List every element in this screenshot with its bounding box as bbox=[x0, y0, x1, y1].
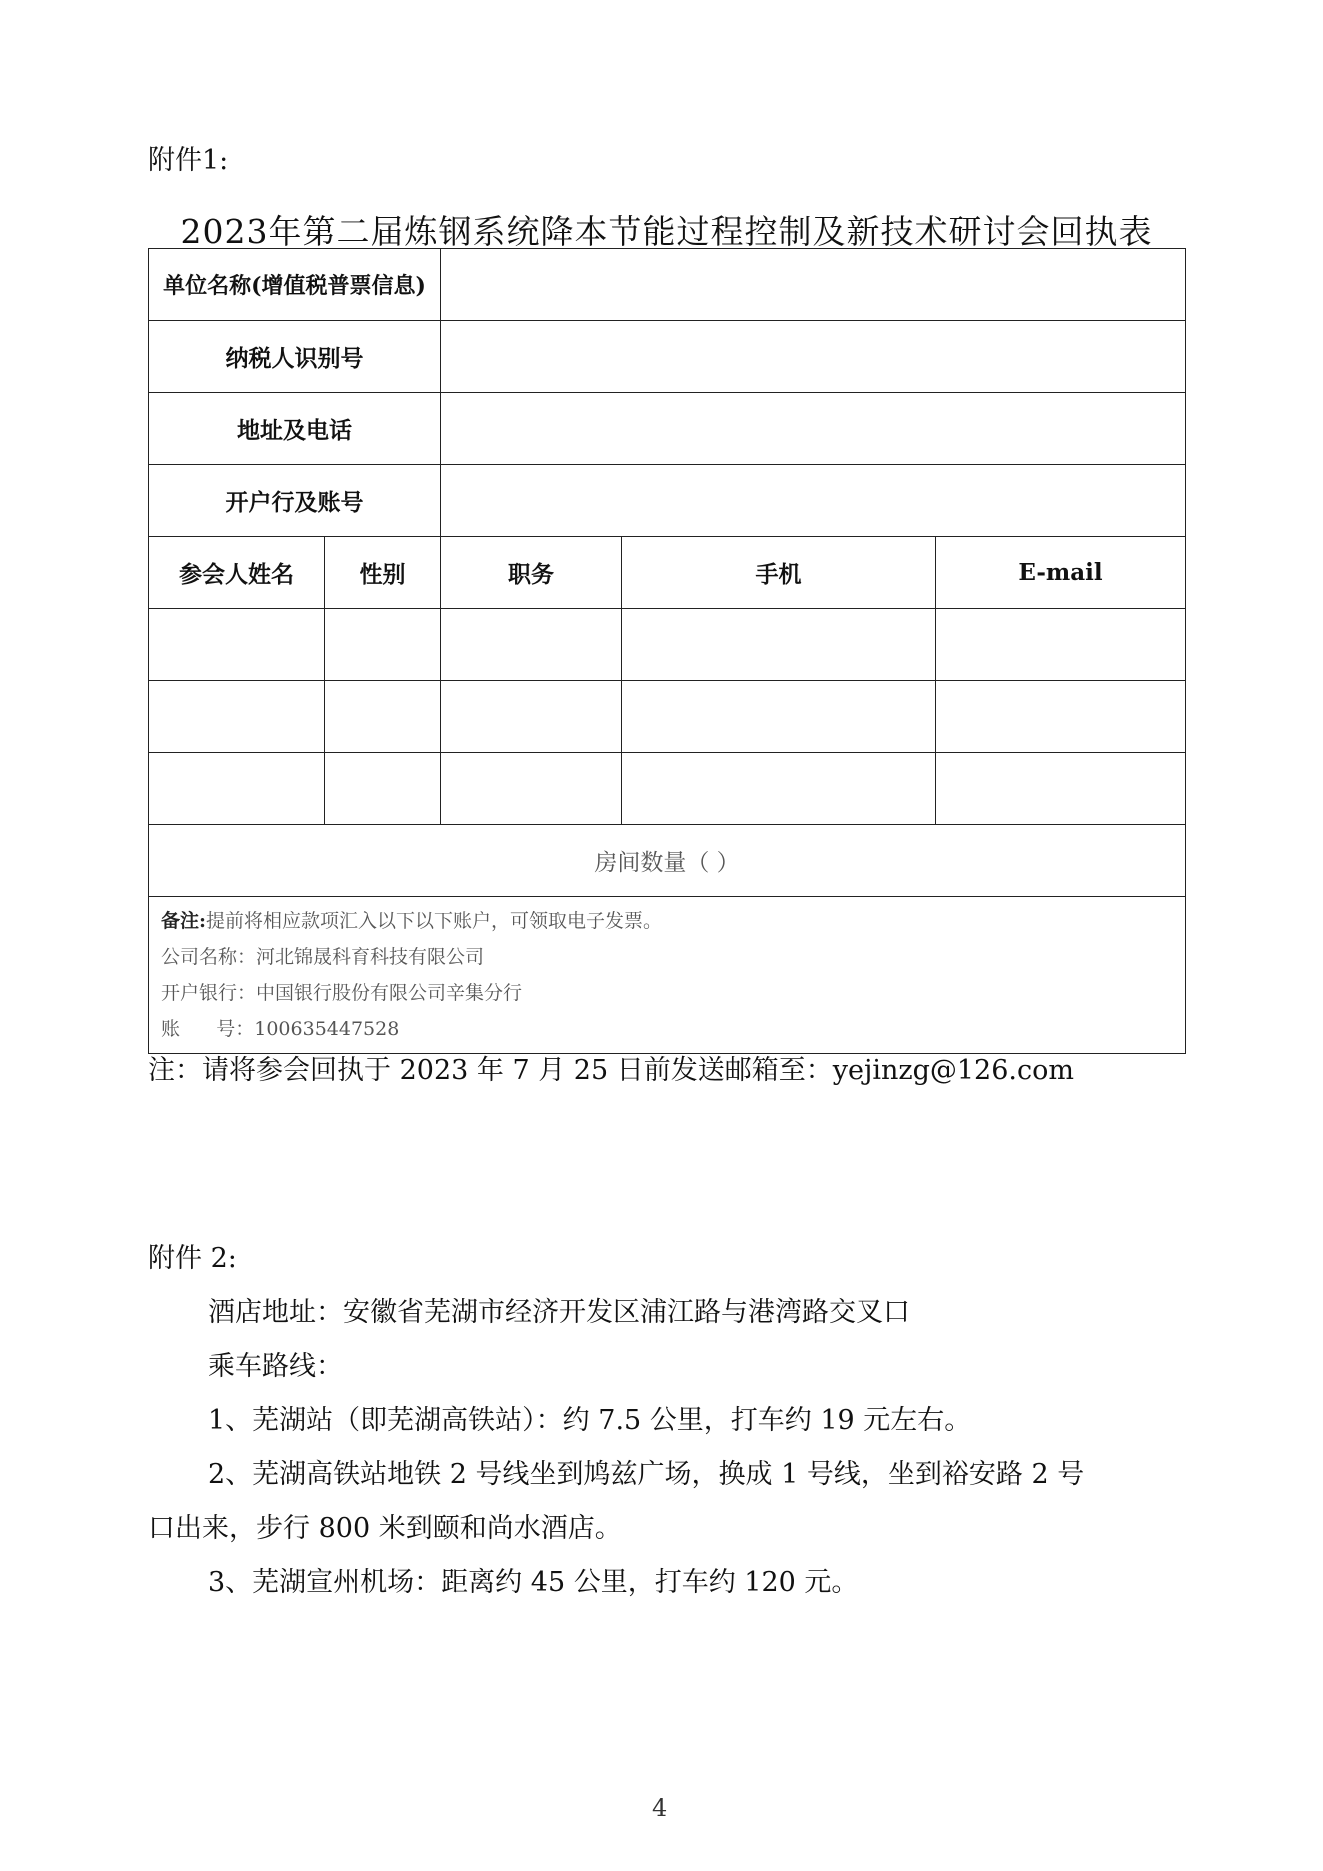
cell-name[interactable] bbox=[149, 753, 325, 825]
room-count-row bbox=[149, 825, 1186, 897]
page-number: 4 bbox=[652, 1794, 668, 1822]
participant-row bbox=[149, 753, 1186, 825]
route-2-line2: 口出来，步行 800 米到颐和尚水酒店。 bbox=[148, 1513, 622, 1544]
form-row-company bbox=[149, 249, 1186, 321]
cell-email[interactable] bbox=[936, 753, 1186, 825]
cell-mobile[interactable] bbox=[622, 681, 936, 753]
header-participant-name: 参会人姓名 bbox=[149, 537, 325, 609]
form-row-bank bbox=[149, 465, 1186, 537]
route-1: 1、芜湖站（即芜湖高铁站）：约 7.5 公里，打车约 19 元左右。 bbox=[208, 1405, 972, 1436]
label-taxpayer-id: 纳税人识别号 bbox=[149, 321, 441, 393]
route-2-line1: 2、芜湖高铁站地铁 2 号线坐到鸠兹广场，换成 1 号线，坐到裕安路 2 号 bbox=[208, 1459, 1085, 1490]
field-address-phone[interactable] bbox=[441, 393, 1186, 465]
room-count[interactable]: 房间数量（ ） bbox=[149, 825, 1186, 897]
cell-email[interactable] bbox=[936, 609, 1186, 681]
notes-account-label: 账 号： bbox=[161, 1018, 255, 1040]
route-3: 3、芜湖宣州机场：距离约 45 公里，打车约 120 元。 bbox=[208, 1567, 859, 1598]
field-taxpayer-id[interactable] bbox=[441, 321, 1186, 393]
notes-account: 100635447528 bbox=[254, 1018, 400, 1040]
header-mobile: 手机 bbox=[622, 537, 936, 609]
notes-label: 备注: bbox=[161, 910, 207, 932]
registration-form-table bbox=[148, 248, 1186, 1054]
notes-cell bbox=[149, 897, 1186, 1054]
submission-note: 注：请将参会回执于 2023 年 7 月 25 日前发送邮箱至：yejinzg@126.com bbox=[148, 1055, 1074, 1086]
cell-gender[interactable] bbox=[325, 753, 441, 825]
cell-gender[interactable] bbox=[325, 681, 441, 753]
cell-gender[interactable] bbox=[325, 609, 441, 681]
hotel-address: 酒店地址：安徽省芜湖市经济开发区浦江路与港湾路交叉口 bbox=[208, 1297, 910, 1328]
label-address-phone: 地址及电话 bbox=[149, 393, 441, 465]
header-gender: 性别 bbox=[325, 537, 441, 609]
label-company-name: 单位名称(增值税普票信息) bbox=[149, 249, 441, 321]
notes-row bbox=[149, 897, 1186, 1054]
field-company-name[interactable] bbox=[441, 249, 1186, 321]
label-bank-account: 开户行及账号 bbox=[149, 465, 441, 537]
cell-name[interactable] bbox=[149, 609, 325, 681]
cell-name[interactable] bbox=[149, 681, 325, 753]
form-title: 2023年第二届炼钢系统降本节能过程控制及新技术研讨会回执表 bbox=[180, 212, 1153, 251]
cell-mobile[interactable] bbox=[622, 609, 936, 681]
participant-row bbox=[149, 609, 1186, 681]
attachment1-heading: 附件1: bbox=[148, 145, 229, 176]
notes-bank: 开户银行：中国银行股份有限公司辛集分行 bbox=[161, 982, 523, 1004]
participant-row bbox=[149, 681, 1186, 753]
cell-mobile[interactable] bbox=[622, 753, 936, 825]
form-row-taxid bbox=[149, 321, 1186, 393]
cell-position[interactable] bbox=[441, 681, 622, 753]
notes-text: 提前将相应款项汇入以下以下账户，可领取电子发票。 bbox=[206, 910, 663, 932]
cell-email[interactable] bbox=[936, 681, 1186, 753]
attachment2-heading: 附件 2: bbox=[148, 1243, 237, 1274]
route-title: 乘车路线： bbox=[208, 1351, 343, 1382]
form-row-address bbox=[149, 393, 1186, 465]
header-email: E-mail bbox=[936, 537, 1186, 609]
cell-position[interactable] bbox=[441, 753, 622, 825]
participant-header-row bbox=[149, 537, 1186, 609]
header-position: 职务 bbox=[441, 537, 622, 609]
notes-company: 公司名称：河北锦晟科育科技有限公司 bbox=[161, 946, 485, 968]
cell-position[interactable] bbox=[441, 609, 622, 681]
field-bank-account[interactable] bbox=[441, 465, 1186, 537]
